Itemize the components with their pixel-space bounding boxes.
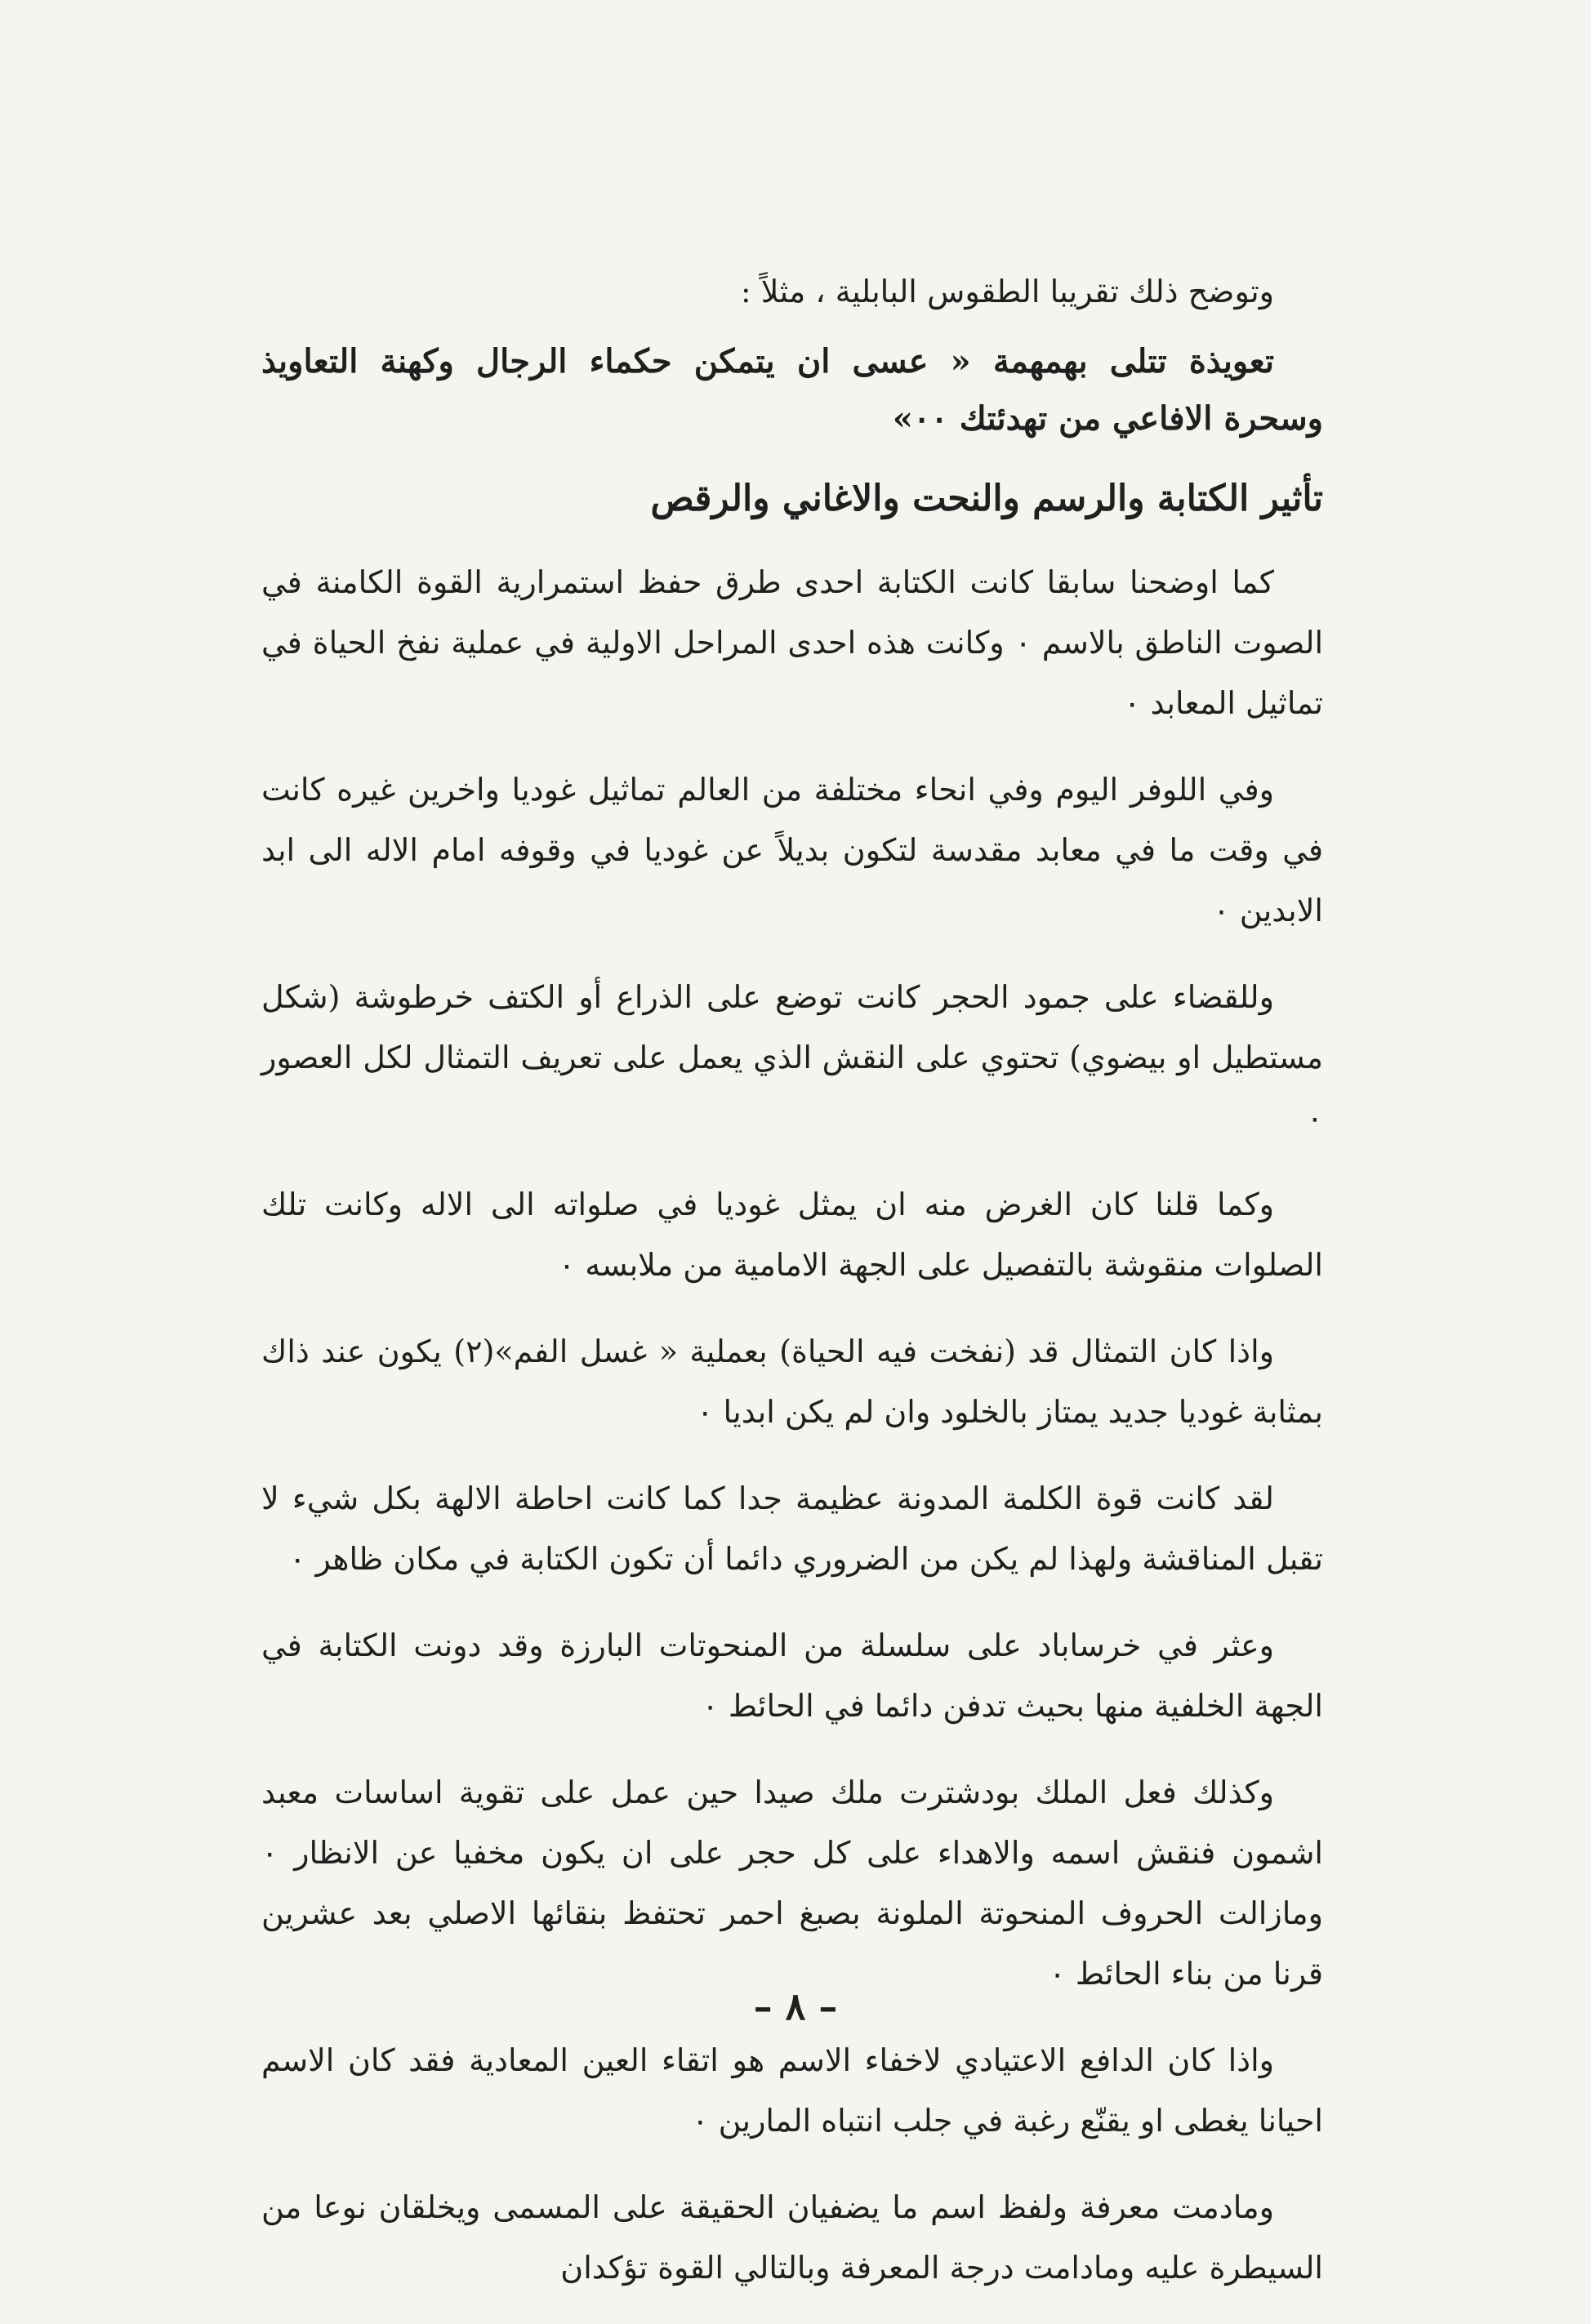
paragraph: كما اوضحنا سابقا كانت الكتابة احدى طرق حفظ استمرارية القوة الكامنة في الصوت الناطق بالاسم ٠ وكانت هذه احدى المراحل الاولية في عملية نفخ الحياة في تماثيل المعابد ٠ [261, 564, 1323, 721]
page-number: – ٨ – [753, 1984, 838, 2028]
paragraph: لقد كانت قوة الكلمة المدونة عظيمة جدا كما كانت احاطة الالهة بكل شيء لا تقبل المناقشة ولهذا لم يكن من الضروري دائما أن تكون الكتابة في مكان ظاهر ٠ [261, 1480, 1323, 1577]
paragraph: وعثر في خرساباد على سلسلة من المنحوتات البارزة وقد دونت الكتابة في الجهة الخلفية منها بحيث تدفن دائما في الحائط ٠ [261, 1627, 1323, 1724]
intro-line: وتوضح ذلك تقريبا الطقوس البابلية ، مثلاً : [740, 274, 1274, 309]
paragraph: وفي اللوفر اليوم وفي انحاء مختلفة من العالم تماثيل غوديا واخرين غيره كانت في وقت ما في معابد مقدسة لتكون بديلاً عن غوديا في وقوفه امام الاله الى ابد الابدين ٠ [261, 772, 1323, 928]
paragraph: واذا كان الدافع الاعتيادي لاخفاء الاسم هو اتقاء العين المعادية فقد كان الاسم احيانا يغطى او يقنّع رغبة في جلب انتباه المارين ٠ [261, 2042, 1323, 2139]
section-heading: تأثير الكتابة والرسم والنحت والاغاني والرقص [650, 478, 1323, 519]
paragraph: ومادمت معرفة ولفظ اسم ما يضفيان الحقيقة على المسمى ويخلقان نوعا من السيطرة عليه ومادامت درجة المعرفة وبالتالي القوة تؤكدان [261, 2189, 1323, 2286]
paragraph: وكما قلنا كان الغرض منه ان يمثل غوديا في صلواته الى الاله وكانت تلك الصلوات منقوشة بالتفصيل على الجهة الامامية من ملابسه ٠ [261, 1186, 1323, 1283]
paragraph: واذا كان التمثال قد (نفخت فيه الحياة) بعملية « غسل الفم»(٢) يكون عند ذاك بمثابة غوديا جديد يمتاز بالخلود وان لم يكن ابديا ٠ [261, 1333, 1323, 1430]
paragraph: وكذلك فعل الملك بودشترت ملك صيدا حين عمل على تقوية اساسات معبد اشمون فنقش اسمه والاهداء على كل حجر على ان يكون مخفيا عن الانظار ٠ ومازالت الحروف المنحوتة الملونة بصبغ احمر تحتفظ بنقائها الاصلي بعد عشرين قرنا من بناء الحائط ٠ [261, 1774, 1323, 1992]
incantation-quote: تعويذة تتلى بهمهمة « عسى ان يتمكن حكماء الرجال وكهنة التعاويذ وسحرة الافاعي من تهدئتك ٠٠» [261, 342, 1323, 438]
paragraph: وللقضاء على جمود الحجر كانت توضع على الذراع أو الكتف خرطوشة (شكل مستطيل او بيضوي) تحتوي على النقش الذي يعمل على تعريف التمثال لكل العصور ٠ [261, 979, 1323, 1136]
